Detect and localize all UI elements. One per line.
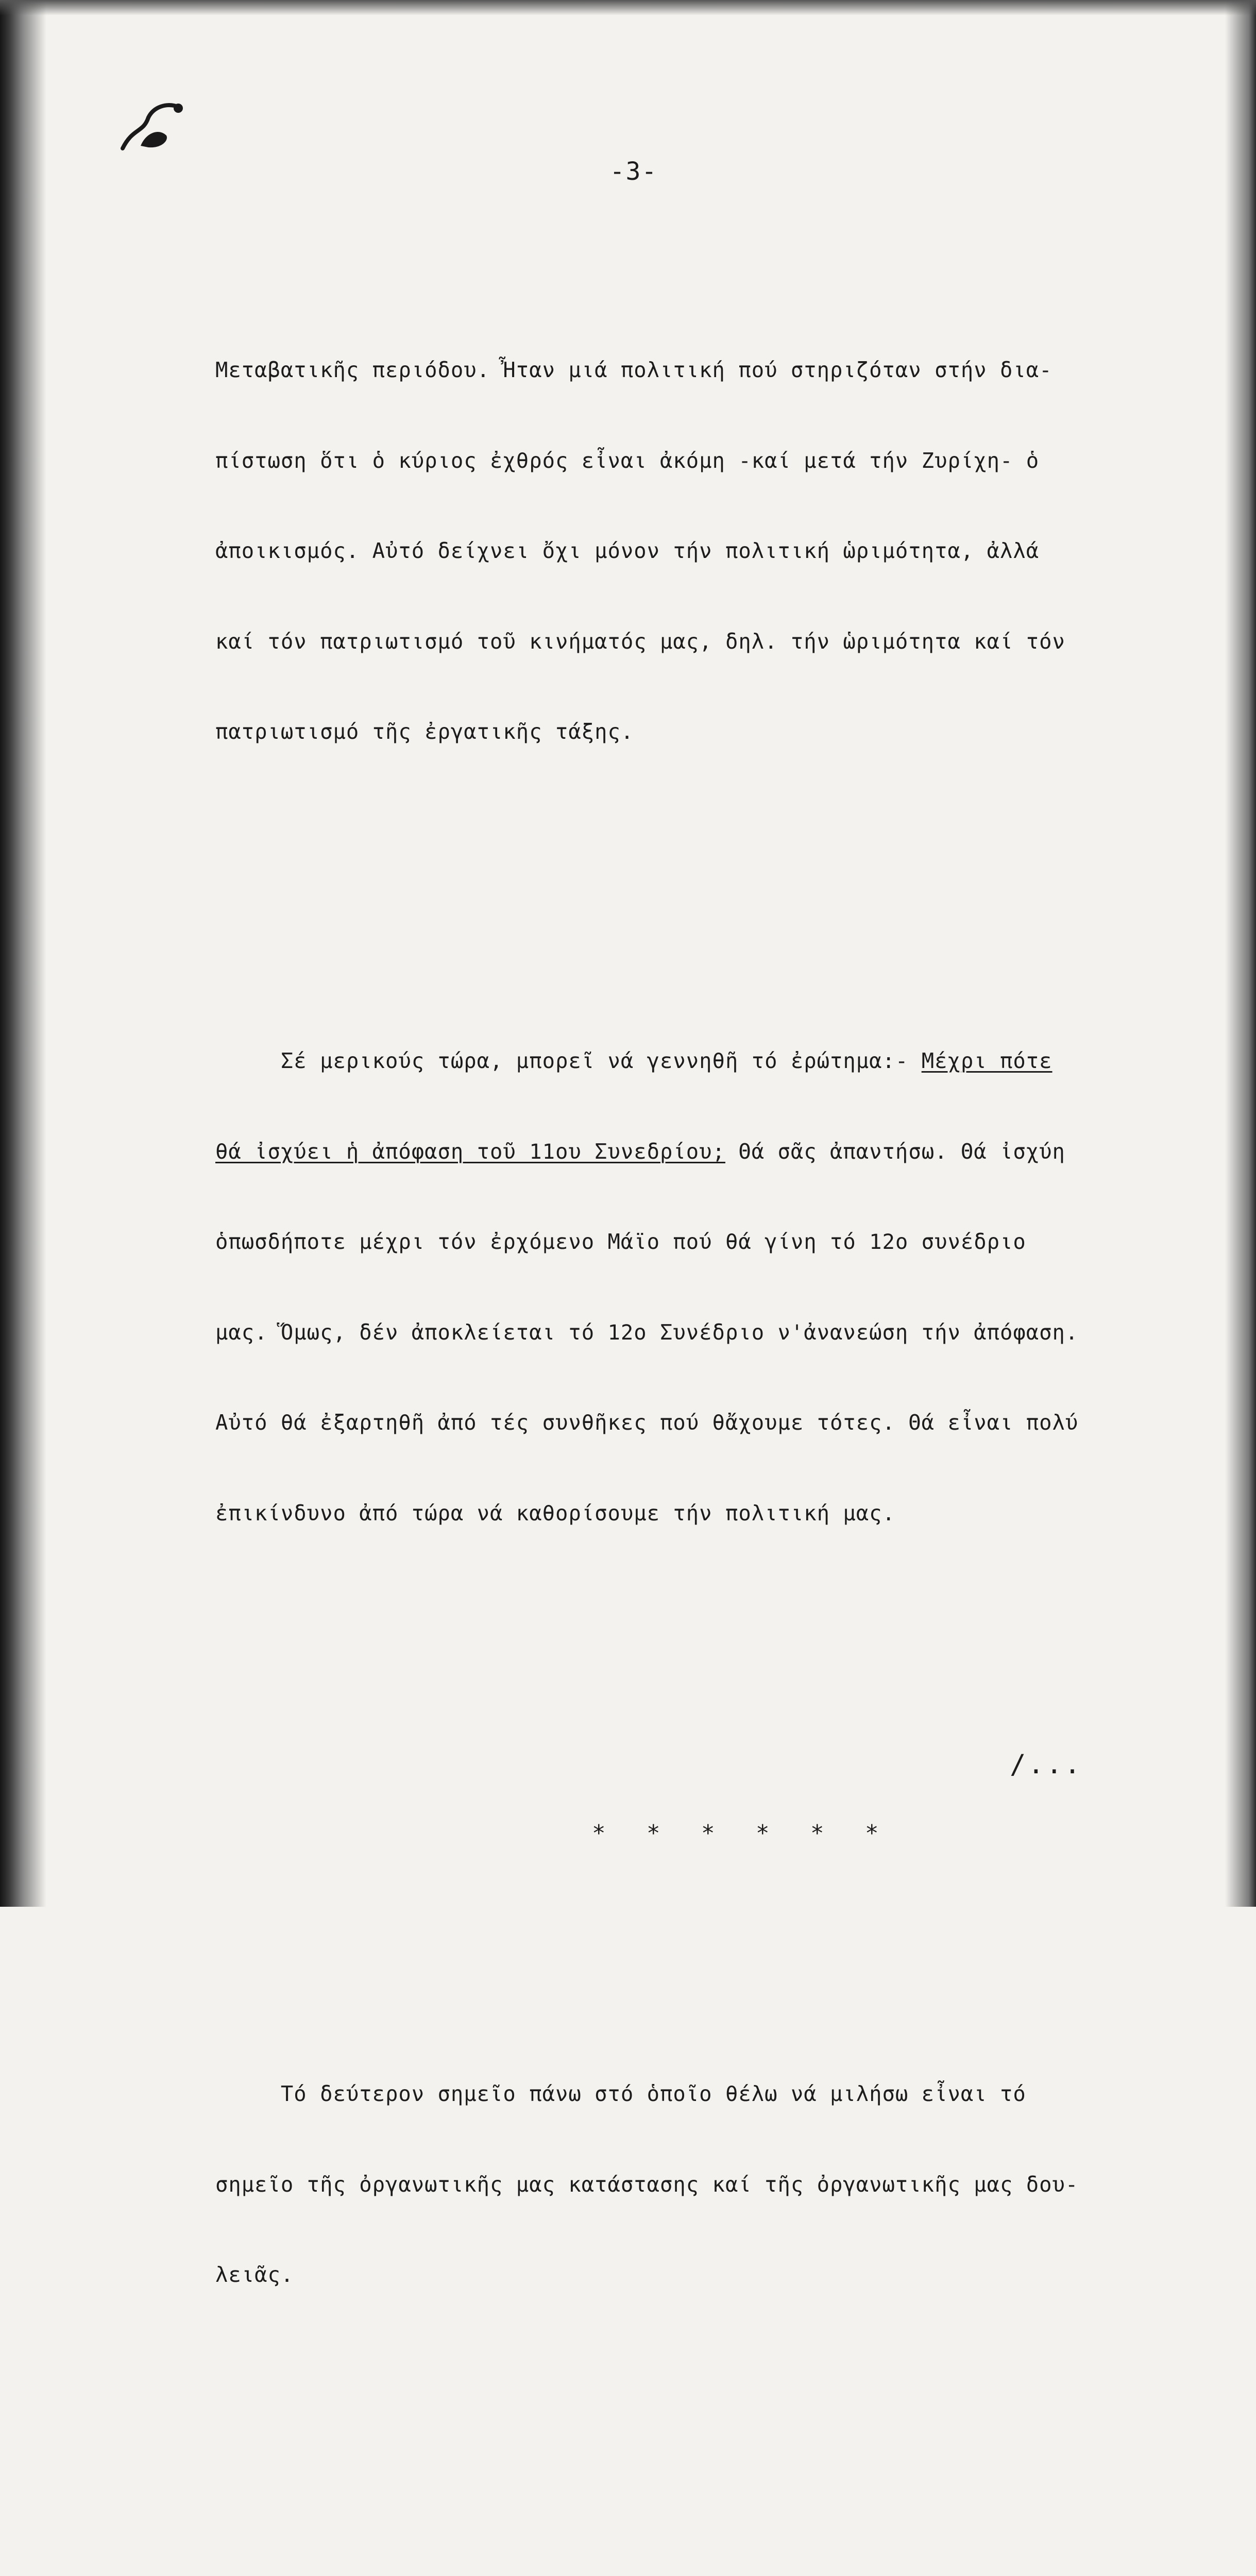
text-line: πατριωτισμό τῆς ἐργατικῆς τάξης. [215,719,634,744]
scan-edge-right [1225,0,1256,1907]
underlined-question: θά ἰσχύει ἡ ἀπόφαση τοῦ 11ου Συνεδρίου; [215,1139,725,1164]
separator-star: * [810,1820,825,1846]
separator-star: * [755,1820,771,1846]
text-line [215,1046,1122,1076]
text-line: καί τόν πατριωτισμό τοῦ κινήματός μας, δηλ. τήν ὡριμότητα καί τόν [215,629,1065,654]
body-text [215,234,1122,2576]
paragraph-3 [215,2019,1122,2350]
separator-star: * [864,1820,880,1846]
text-line: λειᾶς. [215,2262,294,2287]
scan-edge-top [0,0,1256,15]
text-line: ἐπικίνδυνο ἀπό τώρα νά καθορίσουμε τήν πολιτική μας. [215,1500,895,1526]
separator-star: * [701,1820,716,1846]
scan-edge-left [0,0,46,1907]
text-segment: Σέ μερικούς τώρα, μπορεῖ νά γεννηθῆ τό ἐρώτημα:- [215,1048,922,1073]
underlined-question: Μέχρι πότε [921,1048,1053,1073]
text-line: Τό δεύτερον σημεῖο πάνω στό ὁποῖο θέλω νά μιλήσω εἶναι τό [215,2081,1026,2106]
separator-star: * [646,1820,661,1846]
ink-mark-icon [117,97,190,159]
text-line: ἀποικισμός. Αὐτό δείχνει ὄχι μόνον τήν πολιτική ὡριμότητα, ἀλλά [215,538,1040,563]
text-line: μας. Ὅμως, δέν ἀποκλείεται τό 12ο Συνέδριο ν'ἀνανεώση τήν ἀπόφαση. [215,1319,1079,1345]
text-line: σημεῖο τῆς ὀργανωτικῆς μας κατάστασης καί τῆς ὀργανωτικῆς μας δου- [215,2172,1079,2197]
text-segment: Θά σᾶς ἀπαντήσω. Θά ἰσχύη [725,1139,1065,1164]
paragraph-1 [215,295,1122,807]
text-line: Μεταβατικῆς περιόδου. Ἦταν μιά πολιτική πού στηριζόταν στήν δια- [215,358,1053,382]
paragraph-2 [215,986,1122,1588]
text-line [215,1137,1122,1167]
continuation-mark: /... [1010,1749,1083,1780]
separator-star: * [591,1820,607,1846]
paragraph-4 [215,2529,1122,2576]
text-line: Αὐτό θά ἐξαρτηθῆ ἀπό τές συνθῆκες πού θἄχουμε τότες. Θά εἶναι πολύ [215,1410,1079,1435]
page-number: -3- [609,157,658,186]
text-line: ὁπωσδήποτε μέχρι τόν ἐρχόμενο Μάϊο πού θά γίνη τό 12ο συνέδριο [215,1229,1026,1254]
text-line: πίστωση ὅτι ὁ κύριος ἐχθρός εἶναι ἀκόμη -καί μετά τήν Ζυρίχη- ὁ [215,448,1040,473]
section-separator [215,1789,1122,1846]
